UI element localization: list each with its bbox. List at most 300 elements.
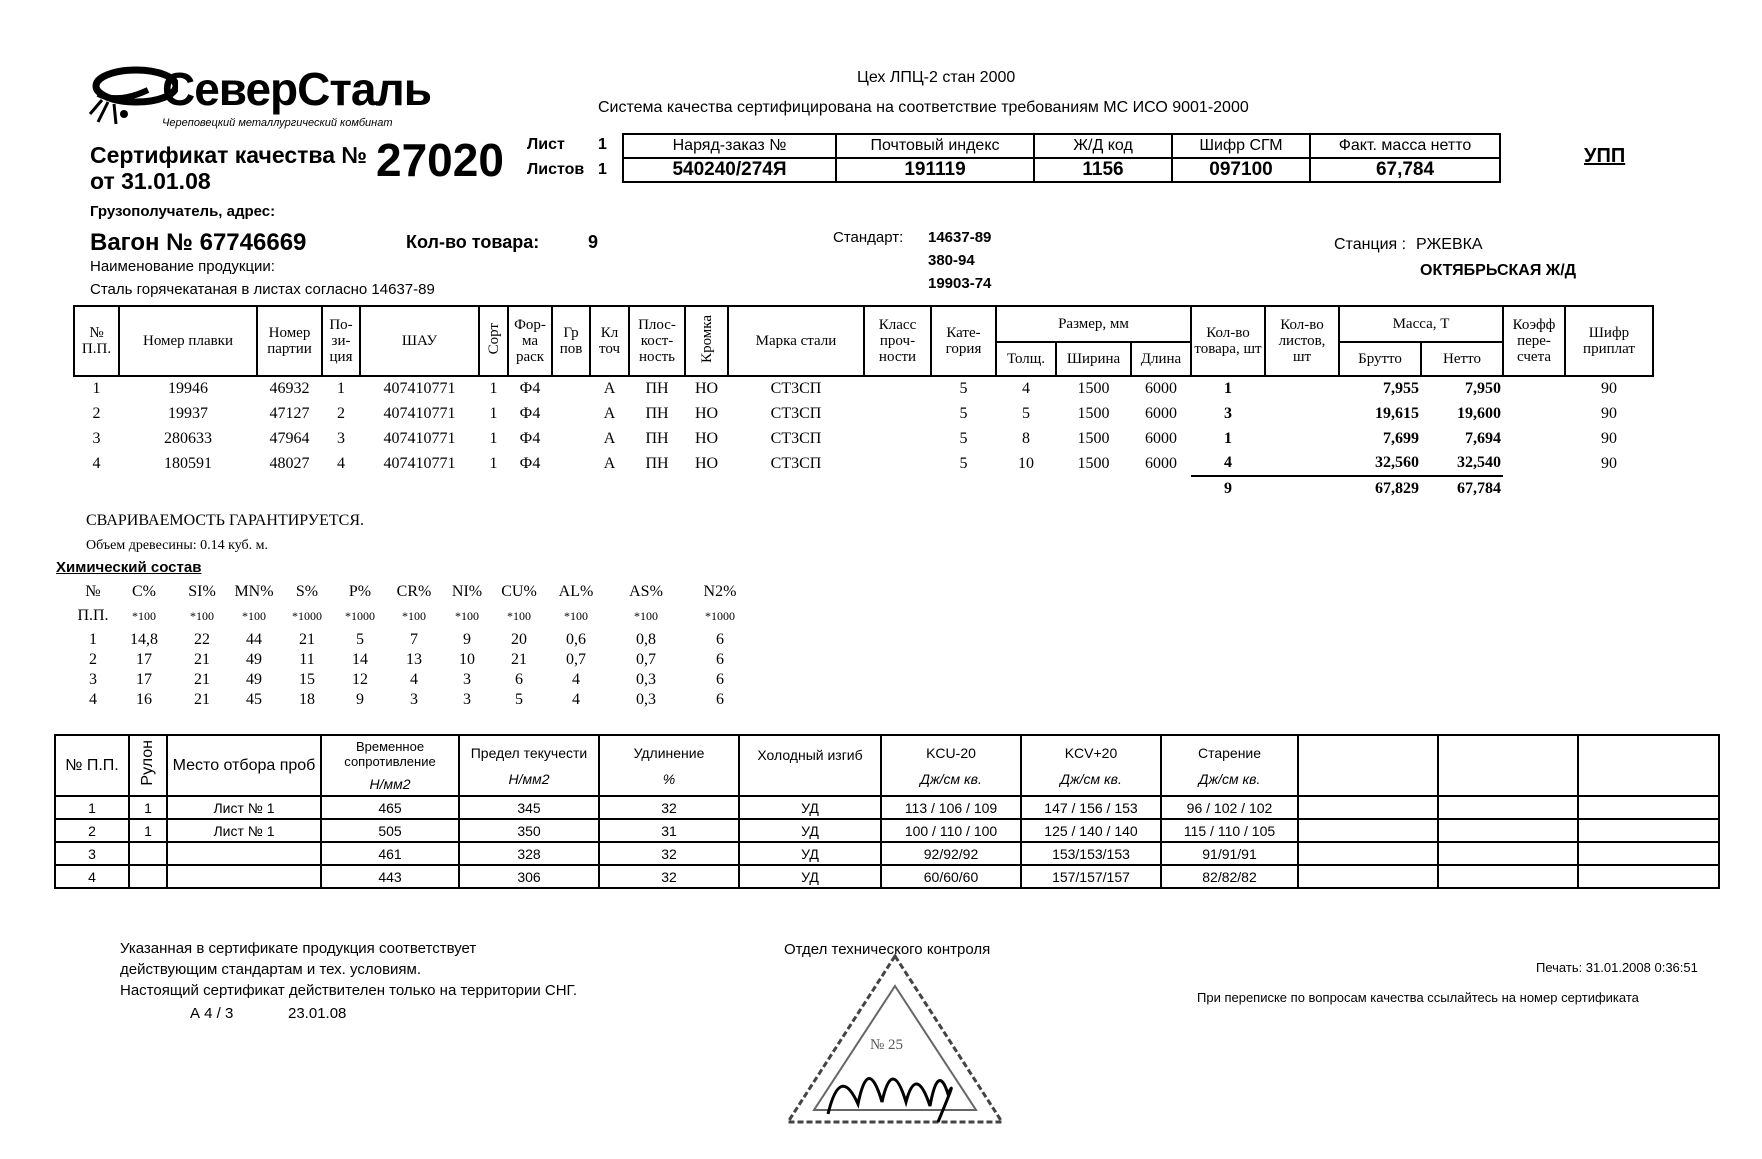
shop-name: Цех ЛПЦ-2 стан 2000 (857, 69, 1016, 86)
cell: 47127 (269, 404, 310, 422)
cell: 9 (356, 691, 364, 708)
cell (1265, 451, 1339, 476)
cell: А (603, 429, 616, 447)
cell: 6000 (1145, 454, 1177, 472)
cell: 4 (337, 454, 345, 472)
cell: 4 (55, 865, 129, 888)
cell: СТ3СП (770, 404, 822, 422)
cell (1438, 842, 1578, 865)
chem-mult: *1000 (705, 608, 735, 623)
cell: 100 / 110 / 100 (881, 819, 1021, 842)
mech-col-empty (1578, 735, 1719, 796)
cell (552, 376, 590, 401)
cell: 0,3 (636, 691, 656, 708)
cell: 11 (299, 651, 315, 668)
col-coef: Коэфф пере-счета (1503, 306, 1565, 376)
cell (167, 842, 321, 865)
mech-col-aging-unit: Дж/см кв. (1198, 770, 1261, 787)
cell: 8 (1022, 429, 1030, 447)
cell: 32 (599, 842, 739, 865)
col-cl: Кл точ (590, 306, 629, 376)
mech-col-place: Место отбора проб (167, 735, 321, 796)
col-strength: Класс проч-ности (864, 306, 931, 376)
col-shau: ШАУ (360, 306, 479, 376)
cell: 115 / 110 / 105 (1161, 819, 1298, 842)
chem-mult: *100 (242, 608, 266, 623)
order-value: 1156 (1034, 158, 1172, 182)
cell (1503, 401, 1565, 426)
order-value: 540240/274Я (623, 158, 836, 182)
product-name: Сталь горячекатаная в листах согласно 14637-89 (90, 281, 435, 298)
mech-col-kcv (1021, 735, 1161, 796)
cell: 443 (321, 865, 459, 888)
cell: 90 (1601, 380, 1617, 397)
certificate-date: от 31.01.08 (90, 168, 211, 194)
cell (864, 401, 931, 426)
cell: Ф4 (519, 429, 541, 447)
standard-item: 19903-74 (928, 275, 992, 292)
mech-col-aging (1161, 735, 1298, 796)
chem-header: MN% (234, 583, 274, 600)
cell: 1500 (1077, 404, 1110, 422)
cell: 7,699 (1383, 429, 1419, 447)
cell: 92/92/92 (881, 842, 1021, 865)
chem-mult: *100 (132, 608, 156, 623)
chem-header: AS% (629, 583, 663, 600)
cell: Лист № 1 (167, 819, 321, 842)
cell: 19,600 (1457, 404, 1501, 422)
chem-header: № (85, 583, 101, 600)
cell: 90 (1601, 404, 1617, 422)
cell (864, 426, 931, 451)
mech-col-num: № П.П. (55, 735, 129, 796)
mech-col-elong-label: Удлинение (633, 744, 705, 761)
cell: 60/60/60 (881, 865, 1021, 888)
cell (1265, 401, 1339, 426)
cell: 22 (194, 631, 210, 648)
cell: 1 (489, 404, 498, 422)
cell: 13 (406, 651, 422, 668)
qty-value: 9 (588, 232, 599, 252)
cell: 157/157/157 (1021, 865, 1161, 888)
cell: 0,7 (636, 651, 656, 668)
cell (1265, 426, 1339, 451)
cell: 5 (959, 429, 968, 447)
col-sheets: Кол-во листов, шт (1265, 306, 1339, 376)
mech-col-kcu-unit: Дж/см кв. (920, 770, 982, 787)
cell: 49 (246, 671, 262, 688)
print-timestamp: Печать: 31.01.2008 0:36:51 (1536, 960, 1698, 975)
cell: 17 (136, 671, 152, 688)
station-name: РЖЕВКА (1416, 236, 1483, 253)
cell: 4 (572, 691, 580, 708)
total-gross: 67,829 (1339, 476, 1421, 501)
form-date: 23.01.08 (288, 1005, 347, 1022)
cell: 10 (1018, 454, 1034, 472)
chem-header: SI% (188, 583, 216, 600)
mech-col-elong-unit: % (662, 770, 676, 787)
cell: СТ3СП (770, 380, 822, 397)
cell: 1 (489, 454, 498, 472)
consignee-label: Грузополучатель, адрес: (90, 203, 276, 220)
cell: 7,955 (1383, 380, 1419, 397)
cell: 19937 (168, 404, 208, 422)
table-row (74, 426, 1653, 451)
col-edge (685, 306, 728, 376)
cell: 1500 (1077, 429, 1110, 447)
chem-mult: *1000 (345, 608, 375, 623)
cell: НО (694, 454, 719, 472)
col-edge-label: Кромка (698, 315, 715, 363)
chem-row (74, 670, 754, 690)
col-code: Шифр приплат (1565, 306, 1653, 376)
cell: 407410771 (383, 404, 456, 422)
cell (1438, 865, 1578, 888)
table-row (74, 401, 1653, 426)
order-value: 67,784 (1310, 158, 1500, 182)
cell (1298, 842, 1438, 865)
cell (1298, 865, 1438, 888)
chem-row (74, 690, 754, 710)
mech-col-elong (599, 735, 739, 796)
col-gross: Брутто (1339, 342, 1421, 376)
cell: 1 (129, 796, 167, 819)
cell: 21 (299, 631, 315, 648)
cell: 82/82/82 (1161, 865, 1298, 888)
order-value: 097100 (1172, 158, 1310, 182)
cell: СТ3СП (770, 454, 822, 472)
order-header: Наряд-заказ № (623, 134, 836, 158)
cell: 153/153/153 (1021, 842, 1161, 865)
chem-mult: *100 (634, 608, 658, 623)
mech-col-kcu-label: KCU-20 (926, 744, 976, 761)
totals-row (74, 476, 1653, 501)
chem-header: S% (295, 583, 319, 600)
cell (552, 426, 590, 451)
cell: 47964 (269, 429, 310, 447)
mech-col-roll-label: Рулон (139, 740, 156, 786)
cell: 21 (194, 671, 210, 688)
cell: 5 (959, 454, 968, 472)
col-category: Кате-гория (931, 306, 996, 376)
col-sort-label: Сорт (485, 323, 502, 355)
totals-spacer (1503, 476, 1653, 501)
cell: 6 (716, 651, 724, 668)
cell (864, 451, 931, 476)
cell: 48027 (269, 454, 310, 472)
company-logo-text: СеверСталь (162, 63, 431, 115)
mech-col-yield-unit: Н/мм2 (508, 770, 550, 787)
cell: 3 (1224, 404, 1232, 422)
mech-row (55, 842, 1719, 865)
cell: 19946 (168, 380, 208, 397)
chem-row (74, 630, 754, 650)
cell: 5 (959, 380, 968, 397)
col-position: По-зи-ция (322, 306, 360, 376)
standard-item: 14637-89 (928, 229, 992, 246)
col-gr: Гр пов (552, 306, 590, 376)
col-length: Длина (1131, 342, 1191, 376)
col-batch: Номер партии (257, 306, 322, 376)
cell: 1 (1224, 429, 1232, 447)
wood-volume-note: Объем древесины: 0.14 куб. м. (86, 538, 269, 553)
mechanical-properties-table (54, 734, 1720, 889)
order-info-table (622, 133, 1501, 183)
cell: 4 (410, 671, 418, 688)
col-grade: Марка стали (728, 306, 864, 376)
mech-col-bend: Холодный изгиб (739, 735, 881, 796)
mech-col-empty (1438, 735, 1578, 796)
cell (552, 401, 590, 426)
cell: НО (694, 404, 719, 422)
cell: 3 (463, 671, 471, 688)
cell: 90 (1601, 454, 1617, 472)
cell (1298, 819, 1438, 842)
products-table (73, 305, 1654, 501)
cell: 2 (92, 404, 101, 422)
cell: Ф4 (519, 454, 541, 472)
mech-row (55, 865, 1719, 888)
cell: 147 / 156 / 153 (1021, 796, 1161, 819)
cell: 4 (572, 671, 580, 688)
cell: 9 (463, 631, 471, 648)
totals-spacer (74, 476, 1191, 501)
cell: 3 (463, 691, 471, 708)
cell: 1 (129, 819, 167, 842)
qty-label: Кол-во товара: (406, 232, 540, 252)
cell: ПН (645, 380, 669, 397)
cell: 113 / 106 / 109 (881, 796, 1021, 819)
order-header: Ж/Д код (1034, 134, 1172, 158)
cell: 407410771 (383, 380, 456, 397)
cell: 3 (337, 429, 345, 447)
chem-mult: *100 (455, 608, 479, 623)
chem-header: NI% (451, 583, 483, 600)
cell: 6000 (1145, 380, 1177, 397)
cell: 3 (410, 691, 418, 708)
cell: 5 (356, 631, 364, 648)
cell: 44 (246, 631, 262, 648)
footer-line-3: Настоящий сертификат действителен только на территории СНГ. (120, 982, 578, 999)
chem-header: CR% (396, 583, 432, 600)
sheets-label: Листов (527, 161, 585, 178)
cell: 407410771 (383, 429, 456, 447)
otk-department: Отдел технического контроля (784, 941, 991, 958)
quality-system-note: Система качества сертифицирована на соответствие требованиям МС ИСО 9001-2000 (598, 99, 1249, 116)
mech-col-tensile-label: Временное сопротивление (344, 739, 436, 769)
order-header: Факт. масса нетто (1310, 134, 1500, 158)
cell: 1 (1224, 380, 1232, 397)
cell: 1 (89, 631, 97, 648)
chem-mult: *100 (564, 608, 588, 623)
chem-mult: *1000 (292, 608, 322, 623)
cell: 2 (55, 819, 129, 842)
cell: ПН (645, 454, 669, 472)
weldability-note: СВАРИВАЕМОСТЬ ГАРАНТИРУЕТСЯ. (86, 512, 365, 529)
mech-col-empty (1298, 735, 1438, 796)
chemical-composition-table (74, 582, 754, 710)
cell: 15 (299, 671, 315, 688)
stamp-number: № 25 (870, 1037, 904, 1053)
cell: 1500 (1077, 380, 1110, 397)
chem-header: CU% (501, 583, 537, 600)
cell (1503, 451, 1565, 476)
total-qty: 9 (1191, 476, 1265, 501)
order-header: Почтовый индекс (836, 134, 1034, 158)
cell (1578, 796, 1719, 819)
cell: 45 (246, 691, 262, 708)
mech-col-kcu (881, 735, 1021, 796)
cell: 14,8 (130, 631, 158, 648)
cell: УД (739, 842, 881, 865)
col-form: Фор-ма раск (508, 306, 552, 376)
chem-header: AL% (558, 583, 594, 600)
cell (1438, 796, 1578, 819)
footer-line-2: действующим стандартам и тех. условиям. (120, 961, 422, 978)
mech-col-aging-label: Старение (1197, 744, 1262, 761)
col-thick: Толщ. (996, 342, 1056, 376)
chem-row (74, 650, 754, 670)
sheet-value: 1 (598, 136, 607, 153)
cell: 1 (489, 380, 498, 397)
mech-col-kcv-unit: Дж/см кв. (1060, 770, 1122, 787)
cell: А (603, 380, 616, 397)
mech-col-tensile-unit: Н/мм2 (369, 776, 411, 792)
chem-mult: *100 (507, 608, 531, 623)
cell (167, 865, 321, 888)
cell (1265, 376, 1339, 401)
cell: 5 (959, 404, 968, 422)
mech-col-tensile (321, 735, 459, 796)
cell (1578, 865, 1719, 888)
cell (129, 842, 167, 865)
col-width: Ширина (1056, 342, 1131, 376)
cell: 91/91/91 (1161, 842, 1298, 865)
railway-name: ОКТЯБРЬСКАЯ Ж/Д (1420, 262, 1577, 279)
cell: 21 (194, 651, 210, 668)
company-logo-subtitle: Череповецкий металлургический комбинат (162, 117, 393, 129)
product-label: Наименование продукции: (90, 258, 275, 275)
cell: 1 (489, 429, 498, 447)
cell (1503, 376, 1565, 401)
table-row (74, 451, 1653, 476)
cell: 1 (92, 380, 101, 397)
cell: НО (694, 380, 719, 397)
cell: 1 (55, 796, 129, 819)
cell: 6000 (1145, 429, 1177, 447)
cell: 125 / 140 / 140 (1021, 819, 1161, 842)
cell: 0,8 (636, 631, 656, 648)
col-net: Нетто (1421, 342, 1503, 376)
cell: 6 (515, 671, 523, 688)
chem-header: C% (132, 583, 156, 600)
cell: 5 (515, 691, 523, 708)
form-code: А 4 / 3 (190, 1005, 234, 1022)
cell: 21 (194, 691, 210, 708)
cell: 10 (459, 651, 475, 668)
sheets-value: 1 (598, 161, 607, 178)
col-melt: Номер плавки (119, 306, 257, 376)
cell: 19,615 (1375, 404, 1419, 422)
cell: 20 (511, 631, 527, 648)
total-net: 67,784 (1421, 476, 1503, 501)
cell: 32 (599, 796, 739, 819)
cell: 46932 (269, 380, 310, 397)
cell: 32 (599, 865, 739, 888)
order-value: 191119 (836, 158, 1034, 182)
cell: 350 (459, 819, 599, 842)
correspondence-note: При переписке по вопросам качества ссылайтесь на номер сертификата (1197, 990, 1639, 1005)
col-sort (479, 306, 508, 376)
cell: УД (739, 796, 881, 819)
cell: СТ3СП (770, 429, 822, 447)
mech-col-yield-label: Предел текучести (470, 744, 588, 761)
cell: 280633 (164, 429, 212, 447)
cell: 32,540 (1457, 454, 1501, 471)
cell: 1500 (1077, 454, 1110, 472)
cell: 1 (337, 380, 345, 397)
col-size: Размер, мм (996, 306, 1191, 342)
cell: 7 (410, 631, 418, 648)
cell: 345 (459, 796, 599, 819)
mech-row (55, 796, 1719, 819)
cell: 0,6 (566, 631, 586, 648)
cell: 49 (246, 651, 262, 668)
chem-mult: *100 (190, 608, 214, 623)
cell: 90 (1601, 429, 1617, 447)
chem-title: Химический состав (56, 559, 202, 576)
mech-row (55, 819, 1719, 842)
cell: 6 (716, 691, 724, 708)
cell: Ф4 (519, 380, 541, 397)
cell: А (603, 404, 616, 422)
cell: 6 (716, 671, 724, 688)
cell: 96 / 102 / 102 (1161, 796, 1298, 819)
chem-mult: *100 (402, 608, 426, 623)
mech-col-kcv-label: KCV+20 (1064, 744, 1118, 761)
cell: 2 (337, 404, 345, 422)
cell: 3 (92, 429, 101, 447)
cell: 0,7 (566, 651, 586, 668)
cell: 14 (352, 651, 368, 668)
totals-blank (1265, 476, 1339, 501)
cell: 4 (1224, 454, 1232, 471)
cell: 4 (92, 454, 101, 472)
footer-line-1: Указанная в сертификате продукция соответствует (120, 940, 477, 957)
order-header: Шифр СГМ (1172, 134, 1310, 158)
col-num: № П.П. (74, 306, 119, 376)
cell (129, 865, 167, 888)
wagon-number: Вагон № 67746669 (90, 229, 307, 256)
cell: 4 (1022, 380, 1030, 397)
cell: ПН (645, 404, 669, 422)
cell: 3 (89, 671, 97, 688)
table-row (74, 376, 1653, 401)
mech-col-roll (129, 735, 167, 796)
cell: 7,950 (1465, 380, 1501, 397)
cell (1578, 842, 1719, 865)
certificate-number: 27020 (376, 134, 504, 186)
cell: 407410771 (383, 454, 456, 472)
cell: 328 (459, 842, 599, 865)
cell (1503, 426, 1565, 451)
cell: 4 (89, 691, 97, 708)
cell: Ф4 (519, 404, 541, 422)
cell: 32,560 (1375, 454, 1419, 471)
col-flat: Плос-кост-ность (629, 306, 685, 376)
sheet-label: Лист (527, 136, 565, 153)
col-qty: Кол-во товара, шт (1191, 306, 1265, 376)
